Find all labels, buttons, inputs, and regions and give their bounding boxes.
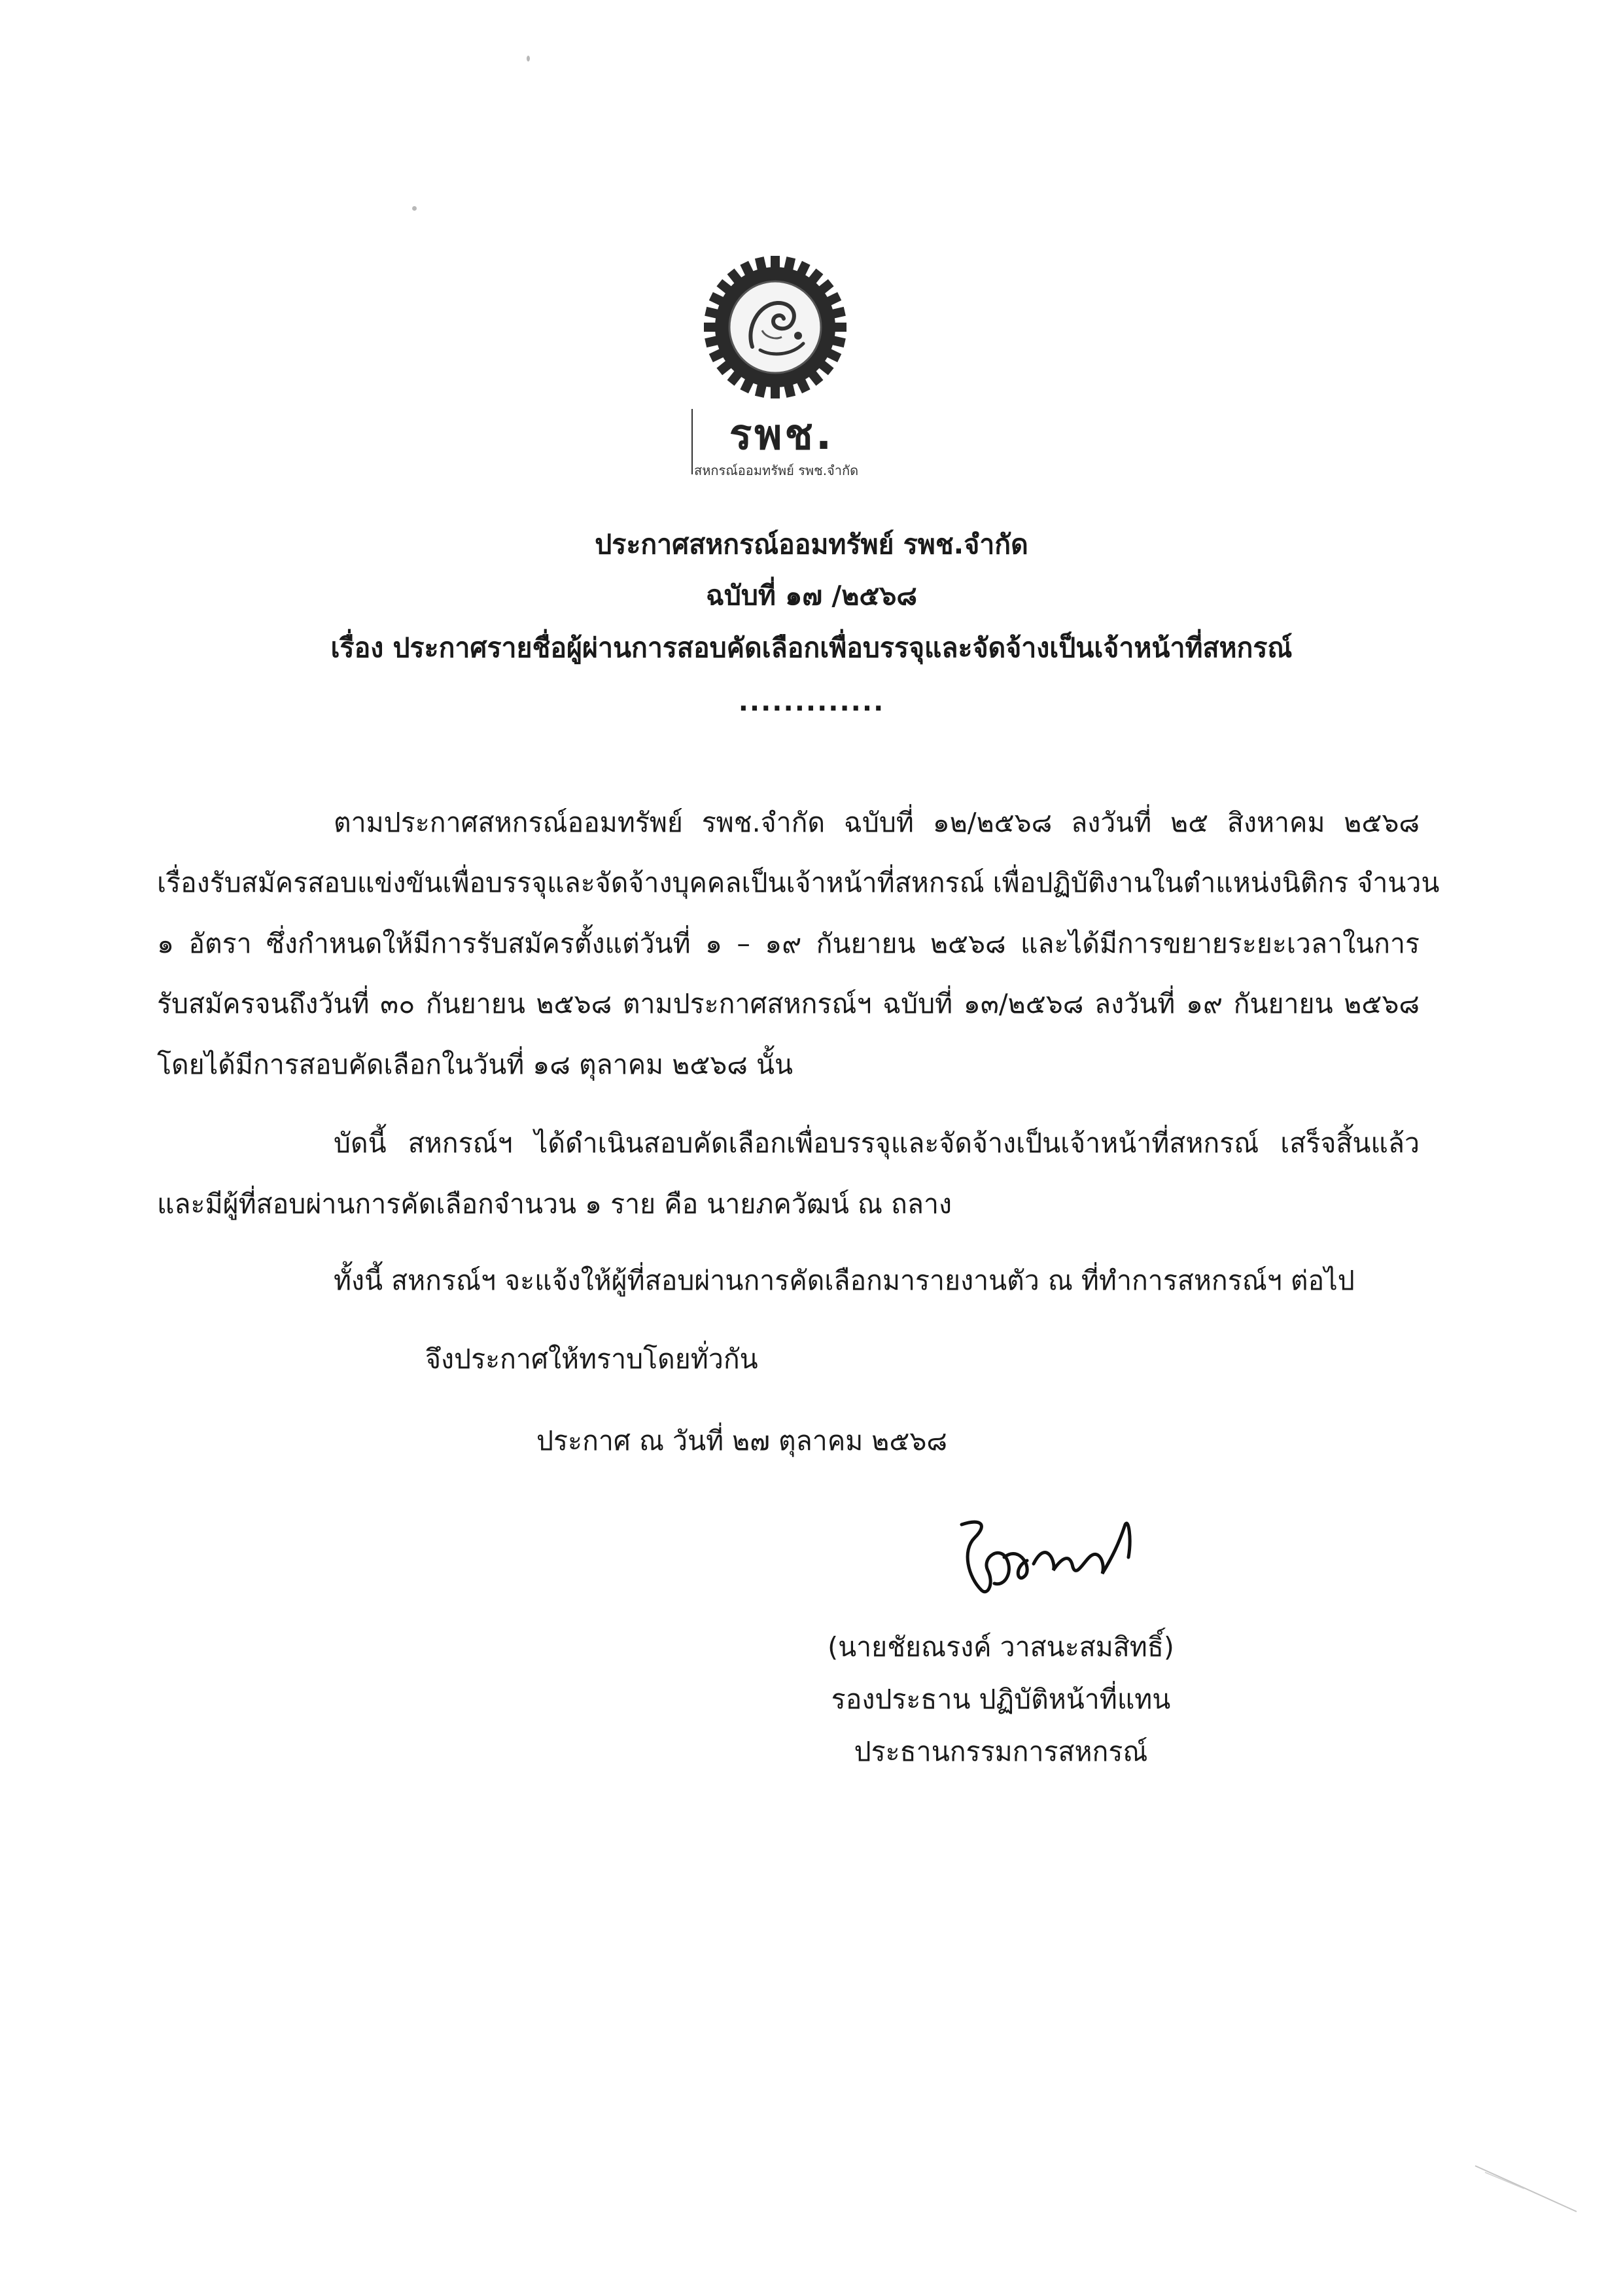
paragraph-2-line-1: บัดนี้ สหกรณ์ฯ ได้ดำเนินสอบคัดเลือกเพื่อบรรจุและจัดจ้างเป็นเจ้าหน้าที่สหกรณ์ เสร็จสิ้นแล้ว — [334, 1127, 1420, 1159]
paragraph-3: ทั้งนี้ สหกรณ์ฯ จะแจ้งให้ผู้ที่สอบผ่านการคัดเลือกมารายงานตัว ณ ที่ทำการสหกรณ์ฯ ต่อไป — [334, 1265, 1355, 1296]
signatory-position-2: ประธานกรรมการสหกรณ์ — [854, 1736, 1148, 1767]
scan-speck — [412, 206, 417, 211]
paragraph-2-line-2: และมีผู้ที่สอบผ่านการคัดเลือกจำนวน ๑ ราย คือ นายภควัฒน์ ณ ถลาง — [157, 1188, 952, 1220]
heading-separator: ............. — [738, 687, 885, 717]
logo-abbreviation: รพช. — [729, 411, 835, 459]
paragraph-4: จึงประกาศให้ทราบโดยทั่วกัน — [425, 1343, 758, 1375]
logo-org-name: สหกรณ์ออมทรัพย์ รพช.จำกัด — [694, 463, 859, 478]
announcement-subject: เรื่อง ประกาศรายชื่อผู้ผ่านการสอบคัดเลือกเพื่อบรรจุและจัดจ้างเป็นเจ้าหน้าที่สหกรณ์ — [330, 632, 1293, 663]
signatory-name: (นายชัยณรงค์ วาสนะสมสิทธิ์) — [828, 1631, 1174, 1663]
announcement-issue: ฉบับที่ ๑๗ /๒๕๖๘ — [705, 580, 918, 611]
paragraph-1-line-1: ตามประกาศสหกรณ์ออมทรัพย์ รพช.จำกัด ฉบับที่ ๑๒/๒๕๖๘ ลงวันที่ ๒๕ สิงหาคม ๒๕๖๘ — [334, 807, 1420, 838]
handwritten-signature — [942, 1498, 1164, 1603]
paragraph-1-line-2: เรื่องรับสมัครสอบแข่งขันเพื่อบรรจุและจัดจ้างบุคคลเป็นเจ้าหน้าที่สหกรณ์ เพื่อปฏิบัติงานในตำแหน่งนิติกร จำนวน — [157, 867, 1440, 898]
gear-emblem-icon — [700, 252, 850, 402]
paragraph-1-line-5: โดยได้มีการสอบคัดเลือกในวันที่ ๑๘ ตุลาคม ๒๕๖๘ นั้น — [157, 1049, 794, 1080]
signatory-position-1: รองประธาน ปฏิบัติหน้าที่แทน — [831, 1684, 1171, 1715]
scan-mark — [1472, 2159, 1590, 2218]
scan-speck — [527, 56, 530, 62]
announcement-date: ประกาศ ณ วันที่ ๒๗ ตุลาคม ๒๕๖๘ — [536, 1425, 948, 1457]
paragraph-1-line-3: ๑ อัตรา ซึ่งกำหนดให้มีการรับสมัครตั้งแต่วันที่ ๑ – ๑๙ กันยายน ๒๕๖๘ และได้มีการขยายระยะเวลาในการ — [157, 928, 1420, 959]
announcement-title: ประกาศสหกรณ์ออมทรัพย์ รพช.จำกัด — [595, 529, 1028, 560]
logo-divider — [691, 409, 693, 474]
paragraph-1-line-4: รับสมัครจนถึงวันที่ ๓๐ กันยายน ๒๕๖๘ ตามประกาศสหกรณ์ฯ ฉบับที่ ๑๓/๒๕๖๘ ลงวันที่ ๑๙ กันยายน ๒๕๖๘ — [157, 988, 1420, 1019]
cooperative-logo — [690, 252, 860, 487]
